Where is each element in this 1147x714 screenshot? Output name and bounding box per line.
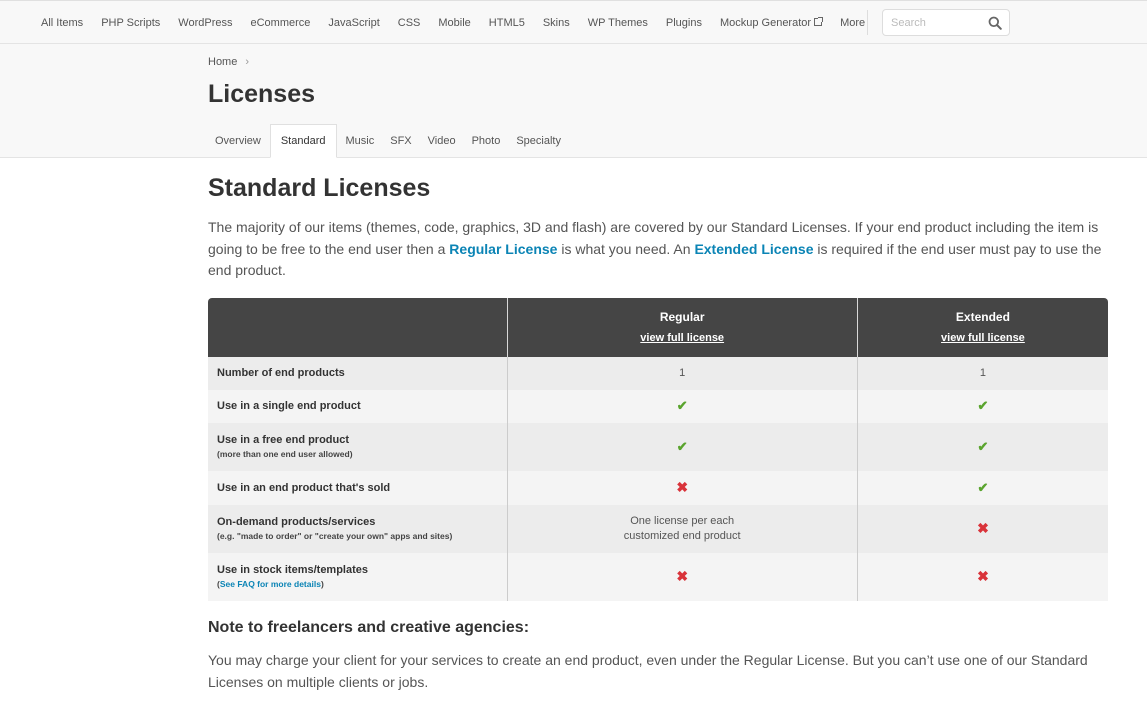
row-label	[208, 423, 507, 471]
regular-view-license-link[interactable]: view full license	[640, 332, 725, 344]
row-label-text: On-demand products/services	[217, 516, 376, 528]
license-tabs	[207, 124, 569, 158]
row-label-text: Use in a free end product	[217, 434, 350, 446]
extended-value	[857, 471, 1108, 505]
page-title: Licenses	[208, 80, 316, 108]
table-row	[208, 471, 1108, 505]
row-note-prefix: (	[217, 579, 220, 589]
extended-value	[857, 553, 1108, 601]
row-note	[217, 579, 507, 589]
row-label	[208, 505, 507, 553]
tab-sfx[interactable]: SFX	[390, 135, 412, 147]
extended-column-title: Extended	[955, 310, 1010, 324]
check-icon: ✔	[676, 398, 688, 413]
check-icon: ✔	[676, 438, 688, 454]
nav-item-javascript[interactable]: JavaScript	[328, 16, 380, 29]
row-label-text: Number of end products	[217, 367, 345, 379]
breadcrumb	[208, 56, 249, 68]
nav-item-ecommerce[interactable]: eCommerce	[250, 16, 311, 29]
search-input[interactable]	[883, 10, 981, 35]
nav-menu	[32, 1, 874, 44]
extended-value	[857, 423, 1108, 471]
regular-value-line-1: One license per each	[630, 514, 735, 527]
row-label-text: Use in a single end product	[217, 400, 361, 412]
regular-license-link[interactable]: Regular License	[449, 240, 558, 257]
breadcrumb-home[interactable]: Home	[208, 56, 238, 68]
regular-value	[507, 423, 857, 471]
nav-item-mockup-generator-label: Mockup Generator	[719, 16, 812, 29]
nav-item-php-scripts[interactable]: PHP Scripts	[101, 16, 161, 29]
intro-part-2: is what you need. An	[557, 240, 695, 257]
row-label	[208, 390, 507, 423]
tab-standard[interactable]: Standard	[270, 124, 337, 158]
search-box	[882, 9, 1010, 36]
faq-link[interactable]: See FAQ for more details	[219, 579, 321, 589]
extended-value	[857, 505, 1108, 553]
table-row	[208, 505, 1108, 553]
cross-icon: ✖	[977, 568, 989, 584]
search-icon[interactable]	[988, 16, 1002, 30]
nav-item-css[interactable]: CSS	[397, 16, 421, 29]
table-row	[208, 423, 1108, 471]
table-header-row	[208, 298, 1108, 357]
license-comparison-table	[208, 298, 1108, 601]
regular-value-line-2: customized end product	[623, 529, 741, 542]
tab-specialty[interactable]: Specialty	[516, 135, 561, 147]
main-content	[208, 158, 1108, 693]
tab-overview[interactable]: Overview	[215, 135, 261, 147]
table-header-empty	[208, 298, 507, 357]
extended-value	[857, 390, 1108, 423]
table-header-extended	[857, 298, 1108, 357]
row-label	[208, 553, 507, 601]
check-icon: ✔	[977, 438, 989, 454]
check-icon: ✔	[977, 479, 989, 495]
cross-icon: ✖	[676, 479, 689, 495]
intro-part-3: is required if the end user must pay to use the end product.	[208, 240, 1102, 278]
cross-icon: ✖	[977, 520, 989, 536]
nav-item-plugins[interactable]: Plugins	[665, 16, 702, 29]
table-row	[208, 553, 1108, 601]
nav-item-html5[interactable]: HTML5	[488, 16, 525, 29]
row-note: (e.g. "made to order" or "create your own" apps and sites)	[217, 531, 453, 541]
page-header	[0, 44, 1147, 158]
top-nav	[0, 0, 1147, 44]
intro-text	[208, 217, 1108, 282]
nav-item-all-items[interactable]: All Items	[41, 16, 84, 29]
check-icon: ✔	[977, 398, 989, 413]
tab-music[interactable]: Music	[345, 135, 375, 147]
section-title: Standard Licenses	[208, 174, 431, 202]
row-label	[208, 471, 507, 505]
external-link-icon	[814, 18, 822, 26]
row-label	[208, 357, 507, 390]
extended-license-link[interactable]: Extended License	[694, 240, 814, 257]
nav-item-more[interactable]: More	[840, 16, 866, 29]
regular-column-title: Regular	[659, 310, 705, 324]
regular-value	[507, 505, 857, 553]
nav-item-mockup-generator[interactable]	[711, 17, 831, 29]
nav-item-wordpress[interactable]: WordPress	[178, 16, 233, 29]
nav-item-mobile[interactable]: Mobile	[438, 16, 471, 29]
nav-item-skins[interactable]: Skins	[542, 16, 570, 29]
extended-view-license-link[interactable]: view full license	[941, 332, 1025, 344]
note-text: You may charge your client for your services to create an end product, even under the Regular License. But you can’t use one of our Standard Licenses on multiple clients or jobs.	[208, 651, 1088, 690]
table-row	[208, 390, 1108, 423]
chevron-right-icon: ›	[245, 56, 250, 68]
regular-value	[507, 390, 857, 423]
note-title: Note to freelancers and creative agencies:	[208, 618, 530, 636]
tab-video[interactable]: Video	[427, 135, 456, 147]
table-header-regular	[507, 298, 857, 357]
tab-photo[interactable]: Photo	[471, 135, 501, 147]
nav-divider	[867, 10, 868, 35]
regular-value	[507, 553, 857, 601]
nav-item-wp-themes[interactable]: WP Themes	[587, 16, 648, 29]
intro-part-1: The majority of our items (themes, code, graphics, 3D and flash) are covered by our Standard Licenses. If your end product including the item is going to be free to the end user then a	[208, 219, 1099, 257]
table-row	[208, 357, 1108, 390]
cross-icon: ✖	[676, 568, 689, 584]
row-note: (more than one end user allowed)	[217, 449, 353, 459]
extended-value: 1	[979, 367, 986, 379]
row-label-text: Use in stock items/templates	[217, 564, 369, 576]
row-label-text: Use in an end product that's sold	[217, 481, 391, 494]
regular-value: 1	[507, 357, 857, 390]
row-note-suffix: )	[320, 579, 324, 589]
regular-value	[507, 471, 857, 505]
